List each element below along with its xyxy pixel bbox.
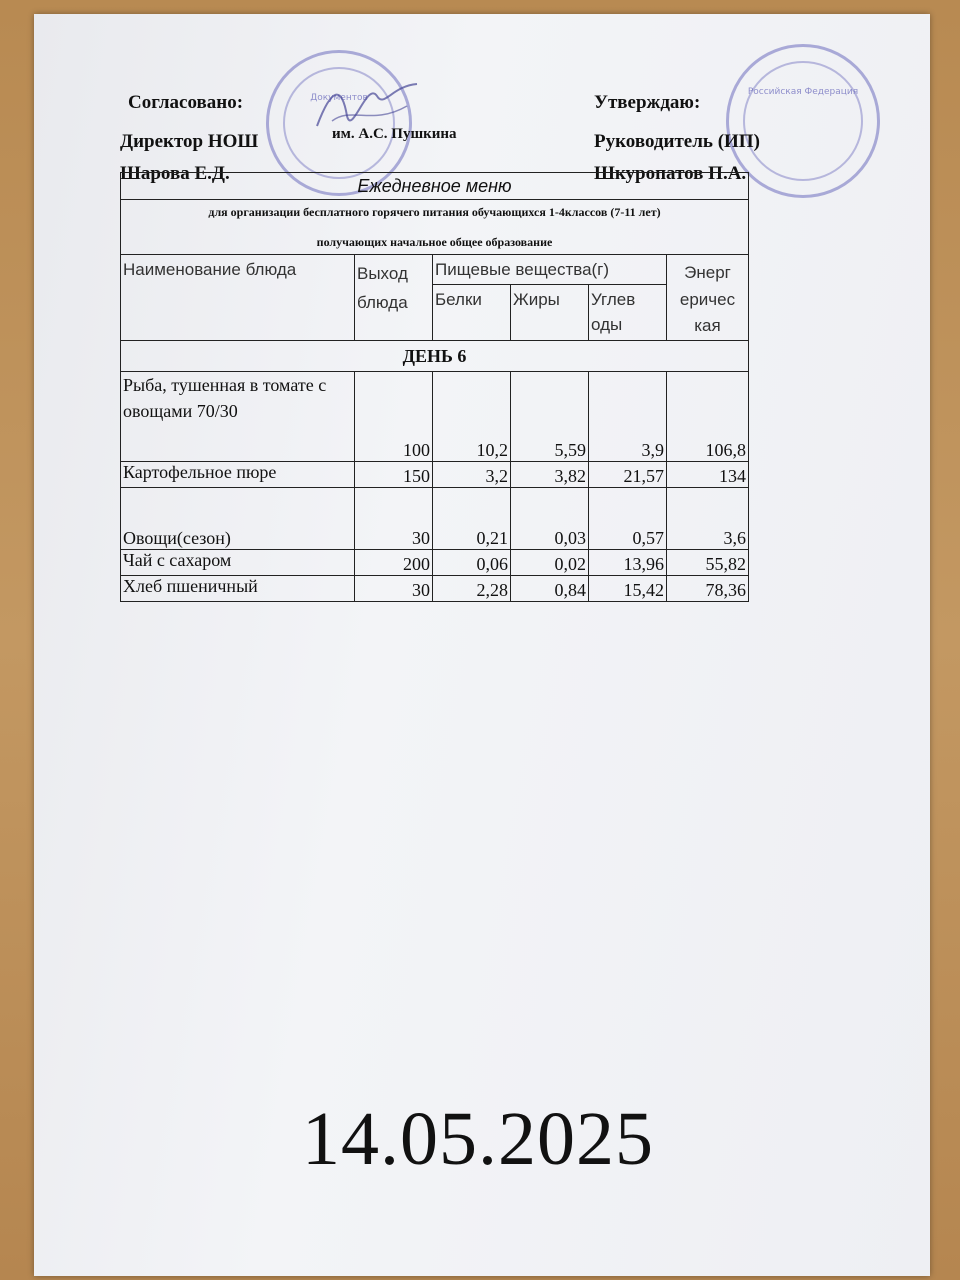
dish-yield: 30: [355, 576, 433, 602]
manager-name: Шкуропатов П.А.: [594, 163, 747, 184]
dish-name: Чай с сахаром: [121, 550, 355, 576]
dish-energy: 134: [667, 462, 749, 488]
col-header-carbs: [589, 285, 667, 341]
manager-title: Руководитель (ИП): [594, 131, 760, 152]
dish-yield: 30: [355, 488, 433, 550]
director-name: Шарова Е.Д.: [120, 163, 230, 184]
dish-energy: 55,82: [667, 550, 749, 576]
col-header-yield: [355, 255, 433, 341]
dish-carbs: 0,57: [589, 488, 667, 550]
right-stamp: [726, 44, 880, 198]
approve-label: Утверждаю:: [594, 92, 701, 113]
dish-energy: 106,8: [667, 372, 749, 462]
col-header-energy: [667, 255, 749, 341]
dish-protein: 0,06: [433, 550, 511, 576]
dish-name: Овощи(сезон): [121, 488, 355, 550]
dish-fat: 5,59: [511, 372, 589, 462]
col-header-energy-1: Энерг: [684, 263, 731, 282]
left-stamp-text: Документов: [310, 93, 368, 103]
dish-fat: 0,84: [511, 576, 589, 602]
menu-date: 14.05.2025: [302, 1097, 654, 1181]
col-header-fat: Жиры: [511, 285, 589, 341]
dish-protein: 0,21: [433, 488, 511, 550]
col-header-energy-2: еричес: [679, 290, 736, 309]
dish-protein: 3,2: [433, 462, 511, 488]
dish-name: Рыба, тушенная в томате с овощами 70/30: [121, 372, 355, 462]
dish-fat: 3,82: [511, 462, 589, 488]
dish-fat: 0,02: [511, 550, 589, 576]
subtitle-line-2: получающих начальное общее образование: [316, 235, 553, 249]
col-header-carbs-1: Углев: [591, 290, 636, 309]
school-name: им. А.С. Пушкина: [332, 126, 457, 142]
director-title: Директор НОШ: [120, 131, 259, 152]
subtitle-line-1: для организации бесплатного горячего питания обучающихся 1-4классов (7-11 лет): [208, 205, 661, 219]
dish-name: Хлеб пшеничный: [121, 576, 355, 602]
dish-carbs: 21,57: [589, 462, 667, 488]
dish-energy: 78,36: [667, 576, 749, 602]
right-stamp-text: Российская Федерация: [747, 87, 859, 97]
approved-label: Согласовано:: [128, 92, 244, 113]
dish-energy: 3,6: [667, 488, 749, 550]
menu-table: [120, 172, 749, 602]
day-label: ДЕНЬ 6: [121, 341, 749, 372]
col-header-nutrients: Пищевые вещества(г): [433, 255, 667, 285]
table-row: [121, 550, 749, 576]
col-header-name: Наименование блюда: [121, 255, 355, 341]
dish-carbs: 3,9: [589, 372, 667, 462]
dish-yield: 200: [355, 550, 433, 576]
paper-sheet: [34, 14, 930, 1276]
dish-protein: 2,28: [433, 576, 511, 602]
table-row: [121, 576, 749, 602]
col-header-yield-2: блюда: [357, 293, 408, 312]
table-row: [121, 462, 749, 488]
dish-yield: 150: [355, 462, 433, 488]
dish-carbs: 13,96: [589, 550, 667, 576]
col-header-energy-3: кая: [694, 316, 721, 335]
dish-yield: 100: [355, 372, 433, 462]
menu-title: Ежедневное меню: [121, 173, 749, 200]
dish-name: Картофельное пюре: [121, 462, 355, 488]
dish-fat: 0,03: [511, 488, 589, 550]
table-row: [121, 488, 749, 550]
col-header-carbs-2: оды: [591, 315, 623, 334]
dish-carbs: 15,42: [589, 576, 667, 602]
dish-protein: 10,2: [433, 372, 511, 462]
col-header-yield-1: Выход: [357, 264, 408, 283]
col-header-protein: Белки: [433, 285, 511, 341]
menu-subtitle: [121, 200, 749, 255]
table-row: [121, 372, 749, 462]
